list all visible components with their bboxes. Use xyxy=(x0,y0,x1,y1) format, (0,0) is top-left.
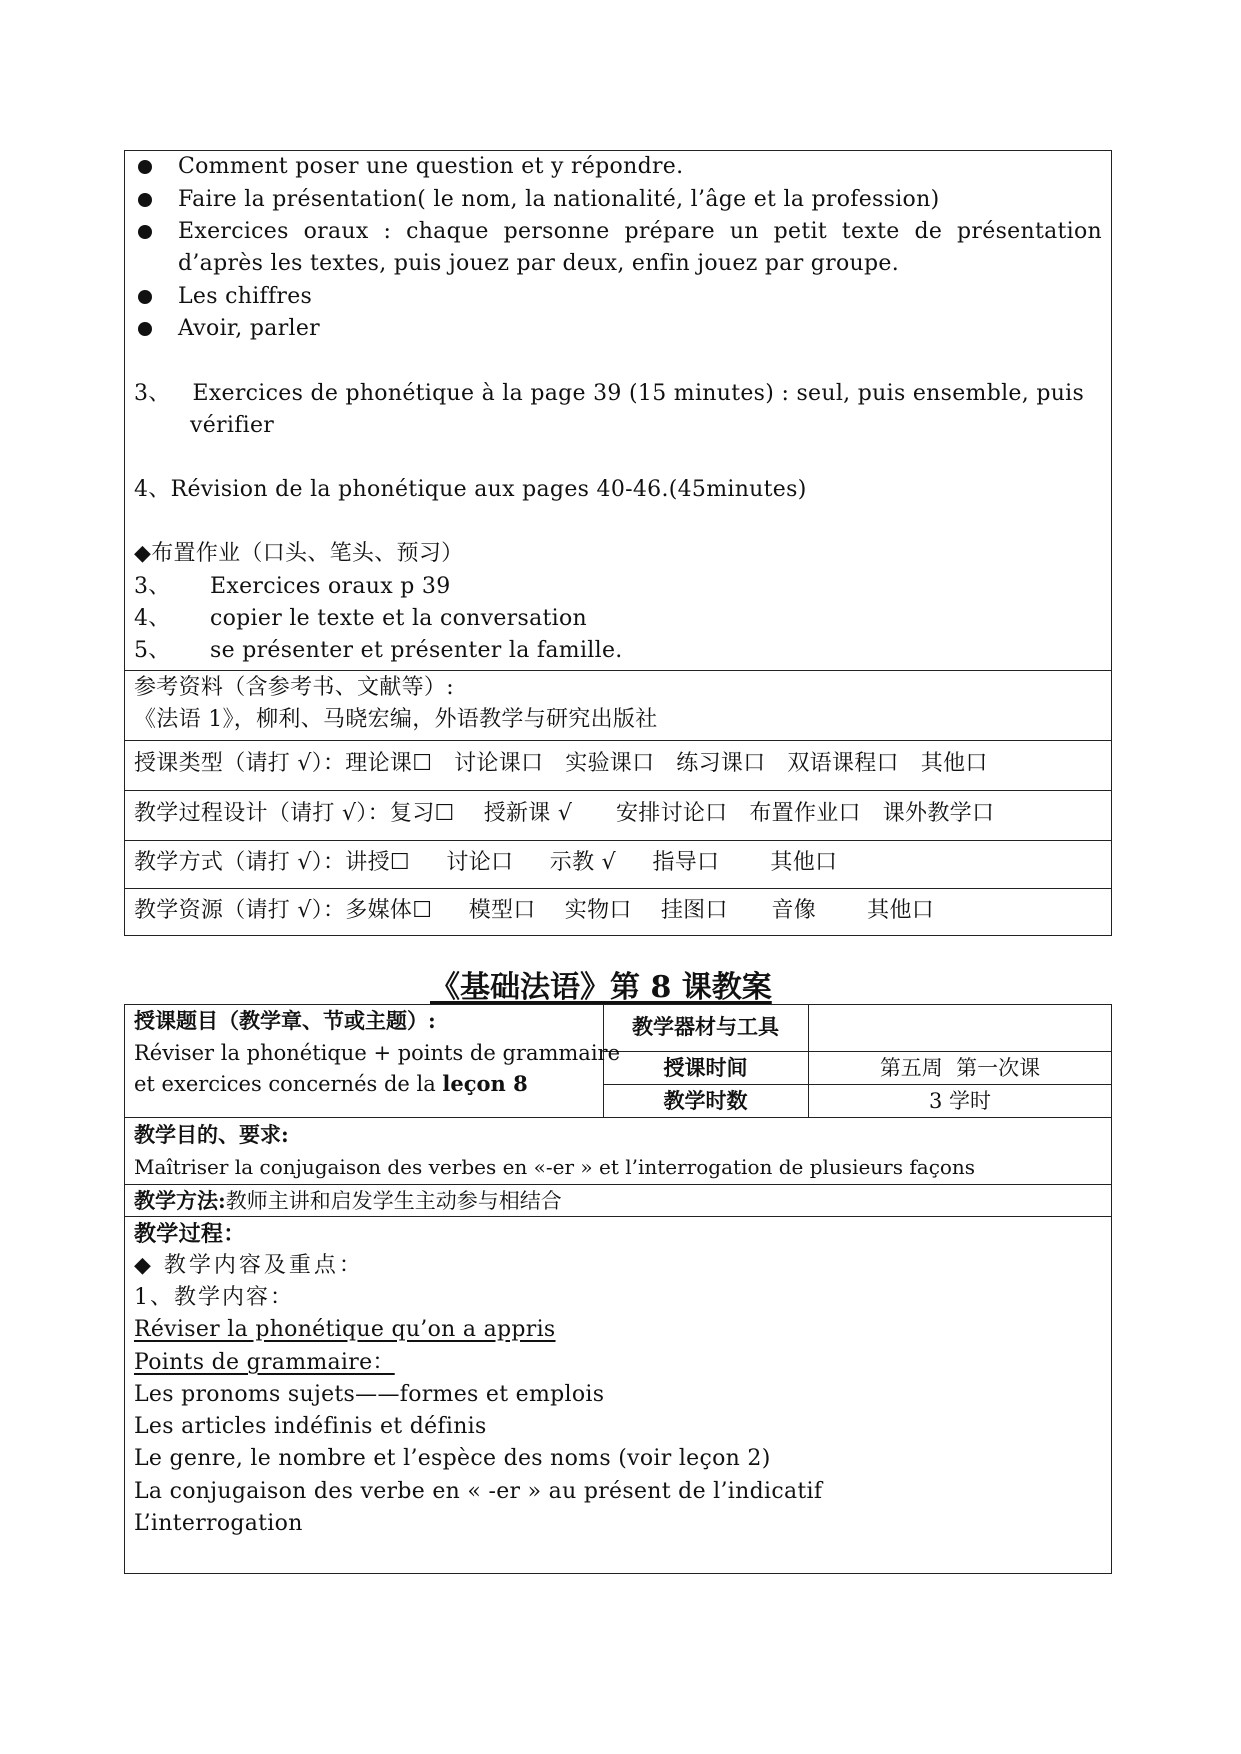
grammar-item: Les pronoms sujets——formes et emplois xyxy=(134,1382,605,1407)
homework-title: ◆布置作业（口头、笔头、预习） xyxy=(134,541,464,566)
equipment-label: 教学器材与工具 xyxy=(632,1014,779,1039)
bullet-dot xyxy=(138,160,152,174)
grammar-item: Les articles indéfinis et définis xyxy=(134,1414,487,1439)
reference-label: 参考资料（含参考书、文献等）: xyxy=(134,675,454,700)
bullet-item: Exercices oraux : chaque personne prépare un petit texte de présentation xyxy=(178,219,1102,244)
homework-item: Exercices oraux p 39 xyxy=(210,574,451,599)
divider xyxy=(124,888,1112,889)
topic-line-text: et exercices concernés de la xyxy=(134,1072,443,1096)
review-heading: Réviser la phonétique qu’on a appris xyxy=(134,1317,556,1342)
divider xyxy=(124,1184,1112,1185)
method-value: 教师主讲和启发学生主动参与相结合 xyxy=(225,1189,562,1213)
divider xyxy=(124,740,1112,741)
hours-value: 3 学时 xyxy=(928,1089,992,1113)
homework-item: copier le texte et la conversation xyxy=(210,606,587,631)
time-value: 第五周 第一次课 xyxy=(879,1056,1041,1080)
content-title: ◆ 教学内容及重点： xyxy=(134,1253,364,1278)
bullet-item: Comment poser une question et y répondre. xyxy=(178,154,684,179)
process-design-row: 教学过程设计（请打 √）：复习☐ 授新课 √ 安排讨论口 布置作业口 课外教学口 xyxy=(134,801,995,826)
topic-line: Réviser la phonétique + points de grammaire xyxy=(134,1041,621,1065)
method-label: 教学方法: xyxy=(134,1188,226,1213)
lesson-number: leçon 8 xyxy=(442,1071,528,1096)
homework-number: 3、 xyxy=(134,574,171,599)
course-type-row: 授课类型（请打 √）：理论课☐ 讨论课口 实验课口 练习课口 双语课程口 其他口 xyxy=(134,751,988,776)
goal-value: Maîtriser la conjugaison des verbes en «-er » et l’interrogation de plusieurs façons xyxy=(134,1155,976,1179)
teaching-resource-row: 教学资源（请打 √）：多媒体☐ 模型口 实物口 挂图口 音像 其他口 xyxy=(134,898,935,923)
bullet-dot xyxy=(138,225,152,239)
bullet-item: Faire la présentation( le nom, la nationalité, l’âge et la profession) xyxy=(178,187,940,212)
divider xyxy=(124,1216,1112,1217)
process-label: 教学过程： xyxy=(134,1221,246,1247)
bullet-dot xyxy=(138,322,152,336)
exercise-item-4: 4、Révision de la phonétique aux pages 40-46.(45minutes) xyxy=(134,477,807,502)
method-row xyxy=(134,1186,562,1216)
topic-line xyxy=(134,1069,528,1099)
lesson-title: 《基础法语》第 8 课教案 xyxy=(430,970,772,1005)
grammar-item: La conjugaison des verbe en « -er » au présent de l’indicatif xyxy=(134,1479,823,1504)
exercise-item-3-continuation: vérifier xyxy=(190,413,275,438)
divider xyxy=(124,840,1112,841)
divider xyxy=(603,1051,1112,1052)
grammar-heading: Points de grammaire： xyxy=(134,1350,395,1375)
topic-label: 授课题目（教学章、节或主题）: xyxy=(134,1008,436,1033)
homework-number: 4、 xyxy=(134,606,171,631)
bullet-dot xyxy=(138,290,152,304)
hours-label: 教学时数 xyxy=(663,1088,748,1113)
grammar-item: L’interrogation xyxy=(134,1511,303,1536)
homework-item: se présenter et présenter la famille. xyxy=(210,638,623,663)
reference-value: 《法语 1》，柳利、马晓宏编，外语教学与研究出版社 xyxy=(134,707,658,732)
content-subtitle: 1、教学内容： xyxy=(134,1285,294,1310)
time-label: 授课时间 xyxy=(663,1055,748,1080)
exercise-item-3: 3、 Exercices de phonétique à la page 39 (15 minutes) : seul, puis ensemble, puis xyxy=(134,381,1085,406)
divider xyxy=(124,670,1112,671)
divider xyxy=(603,1084,1112,1085)
bullet-item: Les chiffres xyxy=(178,284,313,309)
goal-label: 教学目的、要求: xyxy=(134,1122,289,1147)
divider xyxy=(124,790,1112,791)
bullet-item-continuation: d’après les textes, puis jouez par deux, enfin jouez par groupe. xyxy=(178,251,900,276)
bullet-item: Avoir, parler xyxy=(178,316,320,341)
bullet-dot xyxy=(138,193,152,207)
divider xyxy=(124,1117,1112,1118)
homework-number: 5、 xyxy=(134,638,171,663)
grammar-item: Le genre, le nombre et l’espèce des noms (voir leçon 2) xyxy=(134,1446,771,1471)
teaching-method-row: 教学方式（请打 √）：讲授☐ 讨论口 示教 √ 指导口 其他口 xyxy=(134,850,838,875)
